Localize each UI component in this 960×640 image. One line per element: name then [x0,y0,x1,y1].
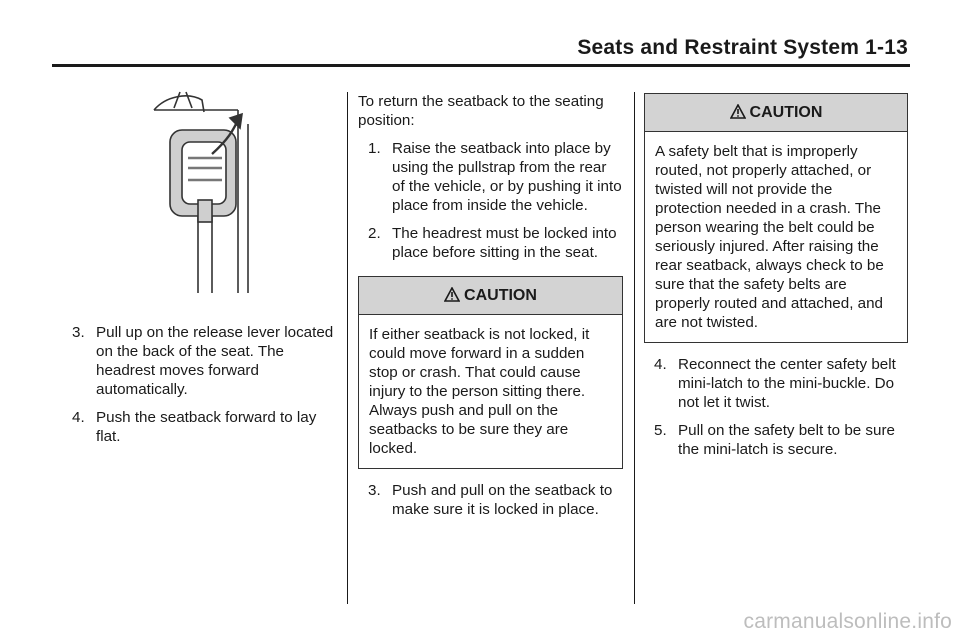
caution-text: If either seatback is not locked, it could move forward in a sudden stop or crash. That could cause injury to the person sitting there. Always push and pull on the seatbacks to be sure they are locked. [369,326,590,457]
left-step-4: 4. Push the seatback forward to lay flat. [72,409,317,445]
right-column [644,93,908,468]
column-divider-2 [634,92,635,604]
caution-box-safety-belt [644,93,908,343]
middle-intro: To return the seatback to the seating position: [358,93,604,129]
middle-step-1: 1. Raise the seatback into place by using the pullstrap from the rear of the vehicle, or by pushing it into place from inside the vehicle. [368,140,622,214]
caution-text: A safety belt that is improperly routed, not properly attached, or twisted will not provide the protection needed in a crash. The person wearing the belt could be seriously injured. After raising the rear seatback, always check to be sure that the safety belts are properly routed and attached, and are not twisted. [655,143,884,331]
caution-label: CAUTION [464,287,537,304]
caution-header [645,94,907,132]
right-step-4: 4. Reconnect the center safety belt mini-latch to the mini-buckle. Do not let it twist. [654,356,896,411]
warning-triangle-icon [444,287,460,308]
middle-step-2: 2. The headrest must be locked into place before sitting in the seat. [368,225,617,261]
middle-column [358,92,623,528]
middle-step-3: 3. Push and pull on the seatback to make sure it is locked in place. [368,482,613,518]
caution-box-seatback [358,276,623,469]
page-title: Seats and Restraint System 1-13 [577,36,908,59]
caution-header [359,277,622,315]
seat-release-lever-illustration [62,88,338,300]
right-step-5: 5. Pull on the safety belt to be sure the mini-latch is secure. [654,422,895,458]
left-step-3: 3. Pull up on the release lever located on the back of the seat. The headrest moves forward automatically. [72,324,334,398]
column-divider-1 [347,92,348,604]
watermark: carmanualsonline.info [743,610,952,633]
left-column [62,88,338,455]
caution-label: CAUTION [749,104,823,121]
warning-triangle-icon [730,104,746,125]
header-rule [52,64,910,67]
